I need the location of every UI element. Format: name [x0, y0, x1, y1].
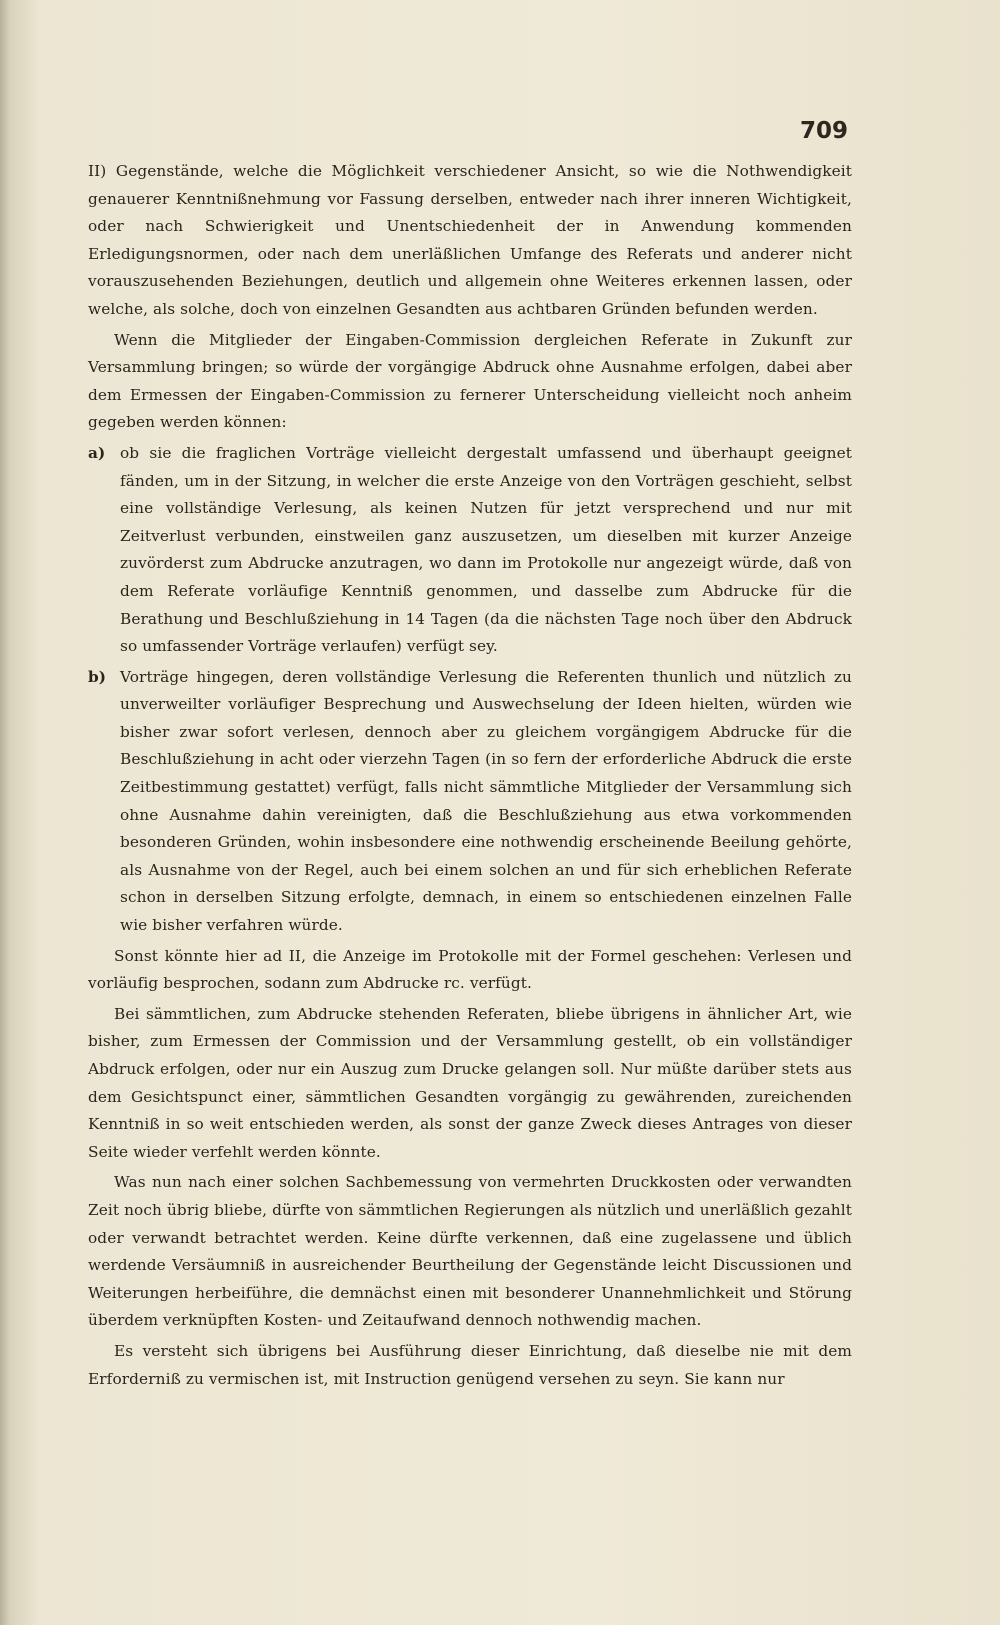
- paragraph-instruction: Es versteht sich übrigens bei Ausführung dieser Einrichtung, daß dieselbe nie mit dem Erforderniß zu vermischen ist, mit Instruction genügend versehen zu seyn. Sie kann nur: [88, 1341, 852, 1388]
- list-item-label: a): [88, 443, 106, 462]
- list-item-text: Vorträge hingegen, deren vollständige Verlesung die Referenten thunlich und nützlich zu unverweilter vorläufiger Besprechung und Auswechselung der Ideen hielten, würden wie bisher zwar sofort verlesen, dennoch aber zu gleichem vorgängigem Abdrucke für die Beschlußziehung in acht oder vierzehn Tagen (in so fern der erforderliche Abdruck die erste Zeitbestimmung gestattet) verfügt, falls nicht sämmtliche Mitglieder der Versammlung sich ohne Ausnahme dahin vereinigten, daß die Beschlußziehung aus etwa vorkommenden besonderen Gründen, wohin insbesondere eine nothwendig erscheinende Beeilung gehörte, als Ausnahme von der Regel, auch bei einem solchen an und für sich erheblichen Referate schon in derselben Sitzung erfolgte, demnach, in einem so entschiedenen einzelnen Falle wie bisher verfahren würde.: [120, 667, 852, 935]
- paragraph-commission-intro: Wenn die Mitglieder der Eingaben-Commission dergleichen Referate in Zukunft zur Versammlung bringen; so würde der vorgängige Abdruck ohne Ausnahme erfolgen, dabei aber dem Ermessen der Eingaben-Commission zu fernerer Unterscheidung vielleicht noch anheim gegeben werden können:: [88, 330, 852, 432]
- paragraph-section-ii: II) Gegenstände, welche die Möglichkeit verschiedener Ansicht, so wie die Nothwendigkeit genauerer Kenntnißnehmung vor Fassung derselben, entweder nach ihrer inneren Wichtigkeit, oder nach Schwierigkeit und Unentschiedenheit der in Anwendung kommenden Erledigungsnormen, oder nach dem unerläßlichen Umfange des Referats und anderer nicht vorauszusehenden Beziehungen, deutlich und allgemein ohne Weiteres erkennen lassen, oder welche, als solche, doch von einzelnen Gesandten aus achtbaren Gründen befunden werden.: [88, 162, 852, 318]
- list-item-a: [88, 440, 852, 661]
- paragraph-printing-referates: Bei sämmtlichen, zum Abdrucke stehenden Referaten, bliebe übrigens in ähnlicher Art, wie bisher, zum Ermessen der Commission und der Versammlung gestellt, ob ein vollständiger Abdruck erfolgen, oder nur ein Auszug zum Drucke gelangen soll. Nur müßte darüber stets aus dem Gesichtspunct einer, sämmtlichen Gesandten vorgängig zu gewährenden, zureichenden Kenntniß in so weit entschieden werden, als sonst der ganze Zweck dieses Antrages von dieser Seite wieder verfehlt werden könnte.: [88, 1004, 852, 1161]
- list-item-text: ob sie die fraglichen Vorträge vielleicht dergestalt umfassend und überhaupt geeignet fänden, um in der Sitzung, in welcher die erste Anzeige von den Vorträgen geschieht, selbst eine vollständige Verlesung, als keinen Nutzen für jetzt versprechend und nur mit Zeitverlust verbunden, einstweilen ganz auszusetzen, um dieselben mit kurzer Anzeige zuvörderst zum Abdrucke anzutragen, wo dann im Protokolle nur angezeigt würde, daß von dem Referate vorläufige Kenntniß genommen, und dasselbe zum Abdrucke für die Berathung und Beschlußziehung in 14 Tagen (da die nächsten Tage noch über den Abdruck so umfassender Vorträge verlaufen) verfügt sey.: [120, 443, 852, 656]
- body-text: [88, 158, 852, 1396]
- list-item-label: b): [88, 667, 107, 686]
- list-item-b: [88, 664, 852, 940]
- paragraph-protocol-formula: Sonst könnte hier ad II, die Anzeige im Protokolle mit der Formel geschehen: Verlesen und vorläufig besprochen, sodann zum Abdrucke rc. verfügt.: [88, 946, 852, 993]
- page-number: 709: [799, 118, 848, 144]
- paragraph-printing-costs: Was nun nach einer solchen Sachbemessung von vermehrten Druckkosten oder verwandten Zeit noch übrig bliebe, dürfte von sämmtlichen Regierungen als nützlich und unerläßlich gezahlt oder verwandt betrachtet werden. Keine dürfte verkennen, daß eine zugelassene und üblich werdende Versäumniß in ausreichender Beurtheilung der Gegenstände leicht Discussionen und Weiterungen herbeiführe, die demnächst einen mit besonderer Unannehmlichkeit und Störung überdem verknüpften Kosten- und Zeitaufwand dennoch nothwendig machen.: [88, 1173, 852, 1330]
